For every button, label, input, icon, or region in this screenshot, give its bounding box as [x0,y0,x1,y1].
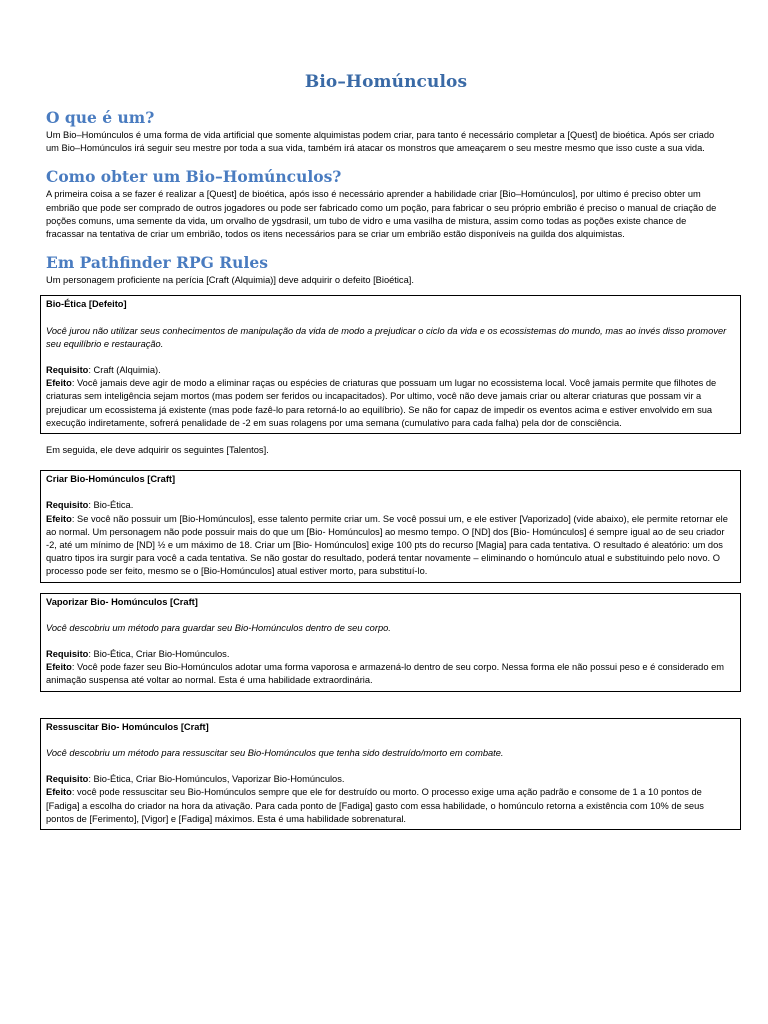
paragraph-talentos: Em seguida, ele deve adquirir os seguintes [Talentos]. [46,445,269,456]
efeito-line [46,377,734,430]
requisito-value: : Bio-Ética, Criar Bio-Homúnculos, Vaporizar Bio-Homúnculos. [88,774,345,785]
spacer [46,486,734,499]
requisito-line [46,499,734,512]
spacer [46,734,734,747]
paragraph-como-obter: A primeira coisa a se fazer é realizar a [Quest] de bioética, após isso é necessário aprender a habilidade criar [Bio–Homúnculos], por ultimo é preciso obter um embrião que pode ser comprado de outros jogadores ou pode ser fabricado como um poção, para fabricar o seu próprio embrião é preciso o manual de criação de poções comuns, uma semente da vida, um orvalho de ygsdrasil, um tubo de vidro e uma vasilha de mistura, assim como todas as poções existe chance de fracassar na tentativa de criar um embrião, todos os itens necessários para se criar um embrião estão disponíveis na guilda dos alquimistas. [46,189,717,240]
spacer [46,609,734,622]
heading-como-obter: Como obter um Bio–Homúnculos? [46,167,342,187]
box-vaporizar-bio-homunculos [40,593,741,692]
paragraph-pathfinder-rules: Um personagem proficiente na perícia [Craft (Alquimia)] deve adquirir o defeito [Bioética]. [46,275,414,286]
requisito-line [46,773,734,786]
heading-pathfinder-rules: Em Pathfinder RPG Rules [46,253,268,273]
efeito-label: Efeito [46,787,72,798]
efeito-line [46,513,734,579]
efeito-value: : Se você não possuir um [Bio-Homúnculos], esse talento permite criar um. Se você possui um, e ele estiver [Vaporizado] (vide abaixo), ele permite retornar ele ao normal. Um personagem não pode possuir mais do que um [Bio- Homúnculos] ao mesmo tempo. O [ND] dos [Bio- Homúnculos] é sempre igual ao de seu criador -2, até um mínimo de [ND] ½ e um máximo de 18. Criar um [Bio- Homúnculos] exige 100 pts do recurso [Magia] para cada tentativa. O resultado é aleatório: um dos quatro tipos ira surgir para você a cada tentativa. Se não gostar do resultado, poderá tentar novamente – eliminando o homúnculo atual e substituindo pelo novo. O processo pode ser feito, mesmo se o [Bio-Homúnculos] atual estiver morto, para substituí-lo. [46,513,728,577]
requisito-line [46,648,734,661]
box-criar-bio-homunculos [40,470,741,582]
document-title: Bio–Homúnculos [304,72,468,92]
efeito-line [46,786,734,826]
requisito-label: Requisito [46,500,89,511]
box-ressuscitar-bio-homunculos [40,718,741,830]
requisito-label: Requisito [46,649,89,660]
spacer [46,351,734,364]
requisito-label: Requisito [46,774,89,785]
requisito-value: : Bio-Ética. [88,500,134,511]
box-flavor-text: Você descobriu um método para ressuscitar seu Bio-Homúnculos que tenha sido destruído/morto em combate. [46,747,504,758]
efeito-label: Efeito [46,378,72,389]
heading-o-que-e-um: O que é um? [46,108,155,127]
requisito-label: Requisito [46,365,89,376]
box-title: Ressuscitar Bio- Homúnculos [Craft] [46,721,209,732]
box-flavor-text: Você jurou não utilizar seus conhecimentos de manipulação da vida de modo a prejudicar o ciclo da vida e os ecossistemas do mundo, mas ao invés disso promover seu equilíbrio e restauração. [46,325,727,349]
spacer [46,312,734,325]
efeito-value: : Você jamais deve agir de modo a eliminar raças ou espécies de criaturas que possuam um lugar no ecossistema local. Você jamais permite que filhotes de criaturas sem inteligência sejam mortos (mas podem ser feridos ou incapacitados). Por ultimo, você não deve jamais criar ou alterar criaturas que possam vir a prejudicar um ecossistema já existente (mas pode fazê-lo para retorná-lo ao equilíbrio). Se não for capaz de impedir os eventos acima e estiver envolvido em sua execução indiretamente, sofrerá penalidade de -2 em suas rolagens por uma semana (cumulativo para cada falha) pela dor de consciência. [46,378,717,428]
requisito-value: : Bio-Ética, Criar Bio-Homúnculos. [88,649,230,660]
paragraph-o-que-e-um: Um Bio–Homúnculos é uma forma de vida artificial que somente alquimistas podem criar, para tanto é necessário completar a [Quest] de bioética. Após ser criado um Bio–Homúnculos irá seguir seu mestre por toda a sua vida, também irá atacar os monstros que ameaçarem o seu mestre mesmo que isso custe a sua vida. [46,130,715,154]
efeito-value: : você pode ressuscitar seu Bio-Homúnculos sempre que ele for destruído ou morto. O processo exige uma ação padrão e consome de 1 a 10 pontos de [Fadiga] a escolha do criador na hora da ativação. Para cada ponto de [Fadiga] gasto com essa habilidade, o homúnculo retorna a existência com 10% de seus pontos de [Ferimento], [Vigor] e [Fadiga] máximos. Esta é uma habilidade sobrenatural. [46,787,704,824]
efeito-label: Efeito [46,662,72,673]
requisito-line [46,364,734,377]
spacer [46,635,734,648]
box-title: Criar Bio-Homúnculos [Craft] [46,474,176,485]
requisito-value: : Craft (Alquimia). [88,365,161,376]
efeito-value: : Você pode fazer seu Bio-Homúnculos adotar uma forma vaporosa e armazená-lo dentro de seu corpo. Nessa forma ele não possui peso e é considerado em animação suspensa até voltar ao normal. Esta é uma habilidade extraordinária. [46,662,725,686]
efeito-label: Efeito [46,513,72,524]
efeito-line [46,661,734,687]
box-flavor-text: Você descobriu um método para guardar seu Bio-Homúnculos dentro de seu corpo. [46,622,391,633]
box-title: Vaporizar Bio- Homúnculos [Craft] [46,596,198,607]
spacer [46,760,734,773]
box-title: Bio-Ética [Defeito] [46,299,127,310]
box-bio-etica [40,295,741,434]
